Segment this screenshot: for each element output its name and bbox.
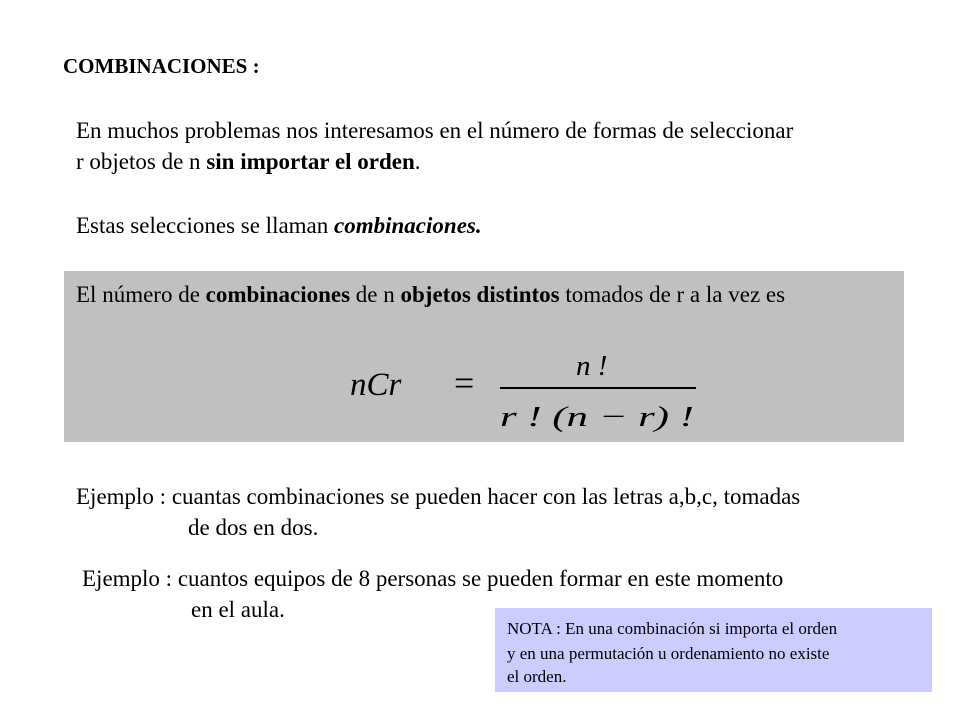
intro-line-2-suffix: .	[414, 149, 421, 174]
statement-bold-1: combinaciones	[205, 282, 351, 307]
example-2-line-2: en el aula.	[191, 597, 285, 622]
formula-numerator: n !	[576, 350, 608, 382]
intro-line-2-prefix: r objetos de n	[76, 149, 207, 174]
note-box	[495, 608, 932, 692]
example-1-line-1: Ejemplo : cuantas combinaciones se pueden hacer con las letras a,b,c, tomadas	[76, 484, 801, 509]
combination-formula	[64, 271, 904, 442]
intro-paragraph	[76, 115, 793, 177]
formula-equals: =	[454, 363, 475, 403]
statement-part-1: El número de	[76, 282, 206, 307]
formula-denominator: r ! (n − r) !	[500, 401, 694, 433]
definition-line	[76, 210, 482, 241]
note-line-1: NOTA : En una combinación si importa el orden	[507, 619, 838, 638]
example-2-line-1: Ejemplo : cuantos equipos de 8 personas se pueden formar en este momento	[82, 566, 784, 591]
definition-term: combinaciones.	[334, 213, 482, 238]
intro-line-2	[76, 146, 793, 177]
example-1-line-2: de dos en dos.	[188, 515, 319, 540]
intro-emphasis: sin importar el orden	[206, 149, 415, 174]
formula-lhs: nCr	[350, 367, 402, 403]
statement-part-2: de n	[350, 282, 401, 307]
page-title: COMBINACIONES :	[63, 54, 260, 78]
note-line-2: y en una permutación u ordenamiento no existe	[507, 644, 830, 663]
definition-prefix: Estas selecciones se llaman	[76, 213, 335, 238]
statement-bold-2: objetos distintos	[400, 282, 560, 307]
formula-box	[64, 271, 904, 442]
intro-line-1: En muchos problemas nos interesamos en el número de formas de seleccionar	[76, 118, 794, 143]
note-line-3: el orden.	[507, 667, 567, 686]
statement-part-3: tomados de r a la vez es	[559, 282, 786, 307]
